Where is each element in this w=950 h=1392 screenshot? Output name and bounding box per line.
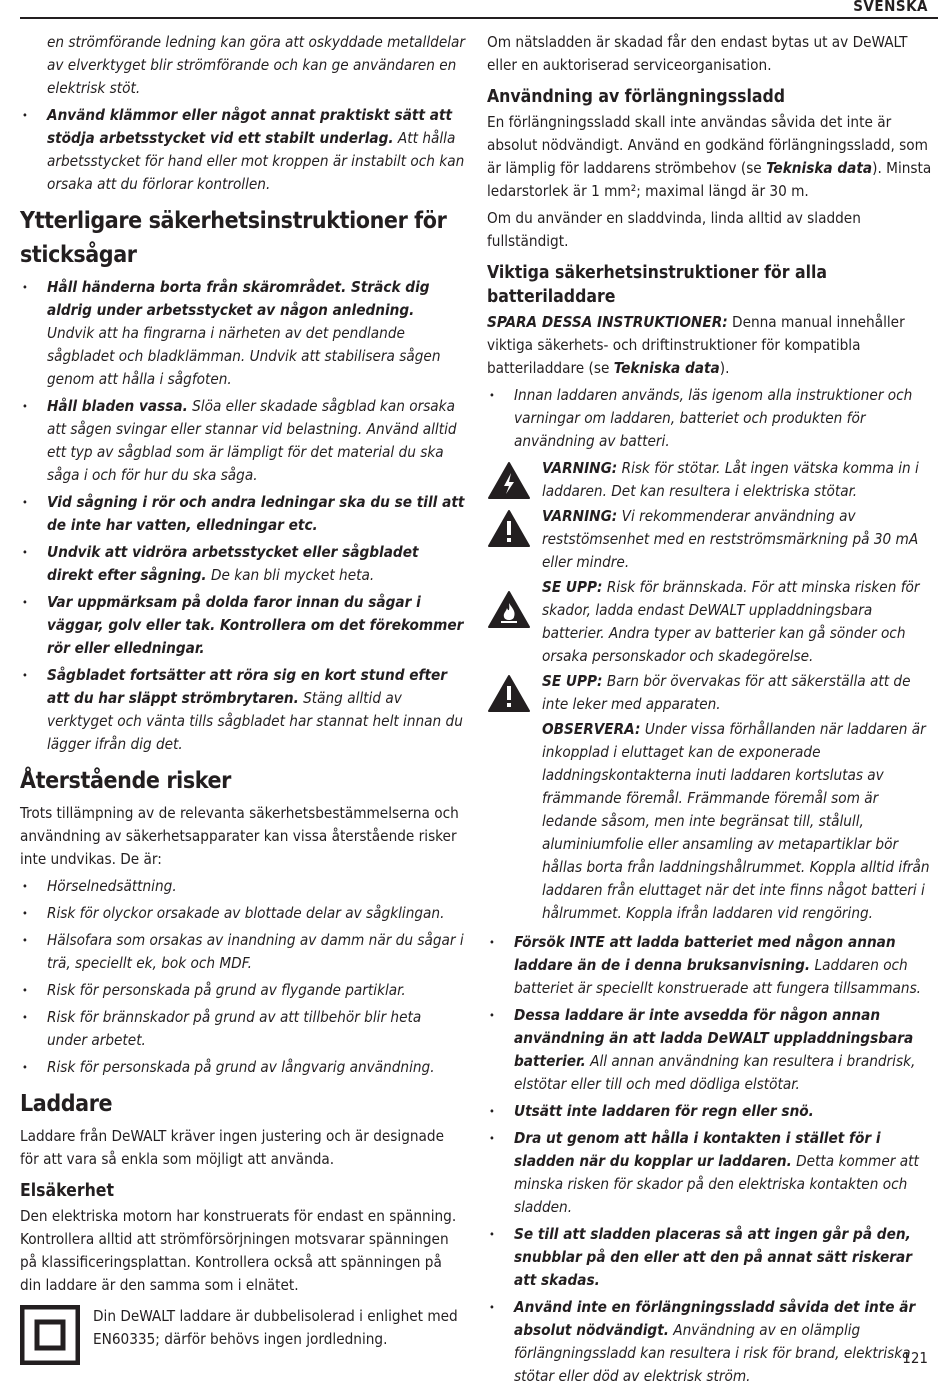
note-text: Under vissa förhållanden när laddaren är inkopplad i eluttaget kan de exponerade laddningskontakterna inuti laddaren kortslutas av främmande föremål. Främmande föremål som är ledande såsom, men inte begränsat till, stålull, aluminiumfolie eller ansamling av metapartiklar bör hållas borta från laddningshålrummet. Koppla alltid ifrån laddaren från eluttaget när det inte finns något batteri i hålrummet. Koppla ifrån laddaren vid rengöring.	[542, 720, 930, 922]
heading-additional-safety: Ytterligare säkerhetsinstruktioner för sticksågar	[20, 208, 447, 268]
list-item: • Risk för personskada på grund av långvarig användning.	[20, 1056, 465, 1079]
warning-label: SE UPP:	[542, 578, 603, 596]
list-item: • Risk för personskada på grund av flygande partiklar.	[20, 979, 465, 1002]
bold-lead: Dessa laddare är inte avsedda för någon annan användning än att ladda DeWALT uppladdningsbara batterier.	[514, 1006, 914, 1070]
residual-intro: Trots tillämpning av de relevanta säkerhetsbestämmelserna och användning av säkerhetsapparater kan vissa återstående risker inte undvikas. De är:	[20, 804, 459, 868]
bold-lead: Använd klämmor eller något annat praktiskt sätt att stödja arbetsstycket vid ett stabilt underlag.	[47, 106, 453, 147]
warning-text: Barn bör övervakas för att säkerställa att de inte leker med apparaten.	[542, 672, 911, 713]
continued-text: en strömförande ledning kan göra att oskyddade metalldelar av elverktyget blir strömförande och kan ge användaren en elektrisk stöt.	[47, 33, 466, 97]
list-item	[20, 395, 465, 487]
warning-label: SE UPP:	[542, 672, 603, 690]
list-item	[487, 1296, 932, 1388]
header-rule	[20, 17, 938, 19]
bold-lead: Vid sågning i rör och andra ledningar ska du se till att de inte har vatten, elledningar etc.	[47, 493, 465, 534]
bold-lead: Använd inte en förlängningssladd såvida det inte är absolut nödvändigt.	[514, 1298, 916, 1339]
warning-block	[487, 576, 932, 668]
item-text: Detta kommer att minska risken för skador på den elektriska kontakten och sladden.	[514, 1152, 919, 1216]
extension-text-part: ). Minsta ledarstorlek är 1 mm²; maximal längd är 30 m.	[487, 159, 932, 200]
list-item	[20, 276, 465, 391]
item-text: Laddaren och batteriet är speciellt konstruerade att fungera tillsammans.	[514, 956, 922, 997]
bold-lead: Dra ut genom att hålla i kontakten i stället för i sladden när du kopplar ur laddaren.	[514, 1129, 881, 1170]
warning-text: Risk för brännskada. För att minska risken för skador, ladda endast DeWALT uppladdningsbara batterier. Andra typer av batterier kan gå sönder och orsaka personskador och skadegörelse.	[542, 578, 920, 665]
bold-lead: Håll bladen vassa.	[47, 397, 188, 415]
save-text: Denna manual innehåller viktiga säkerhets- och driftinstruktioner för kompatibla batteriladdare (se	[487, 313, 905, 377]
extension-text	[487, 111, 932, 203]
bold-lead: Var uppmärksam på dolda faror innan du sågar i väggar, golv eller tak. Kontrollera om det förekommer rör eller elledningar.	[47, 593, 464, 657]
double-insulated-block	[20, 1305, 465, 1365]
list-item: • Hälsofara som orsakas av inandning av damm när du sågar i trä, speciellt ek, bok och MDF.	[20, 929, 465, 975]
list-item: • Innan laddaren används, läs igenom alla instruktioner och varningar om laddaren, batteriet och produkten för användning av batteri.	[487, 384, 932, 453]
jigsaw-list	[20, 276, 465, 756]
tech-data-ref: Tekniska data	[613, 359, 720, 377]
warning-label: VARNING:	[542, 459, 618, 477]
item-text: All annan användning kan resultera i brandrisk, elstötar eller till och med dödliga elstötar.	[514, 1052, 916, 1093]
item-text: Undvik att ha fingrarna i närheten av det pendlande sågbladet och bladklämman. Undvik att stabilisera sågen genom att hålla i sågfoten.	[47, 324, 441, 388]
bold-lead: Försök INTE att ladda batteriet med någon annan laddare än de i denna bruksanvisning.	[514, 933, 896, 974]
save-label: SPARA DESSA INSTRUKTIONER:	[487, 313, 728, 331]
list-item: • Risk för brännskador på grund av att tillbehör blir heta under arbetet.	[20, 1006, 465, 1052]
bold-lead: Utsätt inte laddaren för regn eller snö.	[514, 1102, 814, 1120]
bold-lead: Håll händerna borta från skärområdet. Sträck dig aldrig under arbetsstycket av någon anledning.	[47, 278, 430, 319]
item-text: Att hålla arbetsstycket för hand eller mot kroppen är instabilt och kan orsaka att du förlorar kontrollen.	[47, 129, 465, 193]
warning-block	[487, 457, 932, 503]
charger-text: Laddare från DeWALT kräver ingen justering och är designade för att vara så enkla som möjligt att använda.	[20, 1127, 444, 1168]
item-text: Stäng alltid av verktyget och vänta tills sågbladet har stannat helt innan du lägger ifrån dig det.	[47, 689, 463, 753]
warning-label: VARNING:	[542, 507, 618, 525]
note-label: OBSERVERA:	[542, 720, 641, 738]
fire-warning-icon	[487, 590, 531, 630]
extension-text-part: En förlängningssladd skall inte användas såvida det inte är absolut nödvändigt. Använd en godkänd förlängningssladd, som är lämplig för laddarens strömbehov (se	[487, 113, 928, 177]
tech-data-ref: Tekniska data	[766, 159, 873, 177]
list-item	[20, 491, 465, 537]
heading-important-safety: Viktiga säkerhetsinstruktioner för alla batteriladdare	[487, 263, 828, 307]
item-text: Användning av en olämplig förlängningssladd kan resultera i risk för brand, elektriska stötar eller död av elektrisk ström.	[514, 1321, 911, 1385]
bold-lead: Undvik att vidröra arbetsstycket eller sågbladet direkt efter sågning.	[47, 543, 419, 584]
page-number: 121	[902, 1349, 928, 1367]
list-item	[487, 1004, 932, 1096]
item-text: Slöa eller skadade sågblad kan orsaka att sågen svingar eller stannar vid belastning. Använd alltid ett typ av sågblad som är lämpligt för det material du ska såga i och för hur du ska såga.	[47, 397, 457, 484]
list-item	[20, 541, 465, 587]
heading-extension-cord: Användning av förlängningssladd	[487, 87, 785, 107]
language-label: SVENSKA	[853, 0, 928, 15]
list-item	[20, 591, 465, 660]
electrical-text: Den elektriska motorn har konstruerats för endast en spänning. Kontrollera alltid att strömförsörjningen motsvarar spänningen på klassificeringsplattan. Kontrollera också att spänningen på din laddare är den samma som i elnätet.	[20, 1207, 457, 1294]
save-instructions	[487, 311, 932, 380]
electric-shock-warning-icon	[487, 461, 531, 501]
list-item	[487, 1100, 932, 1123]
list-item	[487, 1127, 932, 1219]
exclamation-warning-icon	[487, 674, 531, 714]
heading-residual-risks: Återstående risker	[20, 768, 231, 794]
list-item	[487, 931, 932, 1000]
heading-charger: Laddare	[20, 1091, 113, 1117]
reel-text: Om du använder en sladdvinda, linda alltid av sladden fullständigt.	[487, 209, 861, 250]
double-insulated-text: Din DeWALT laddare är dubbelisolerad i enlighet med EN60335; därför behövs ingen jordledning.	[93, 1307, 458, 1348]
warning-block	[487, 505, 932, 574]
cord-text: Om nätsladden är skadad får den endast bytas ut av DeWALT eller en auktoriserad serviceorganisation.	[487, 33, 908, 74]
item-text: De kan bli mycket heta.	[206, 566, 375, 584]
list-item: • Risk för olyckor orsakade av blottade delar av sågklingan.	[20, 902, 465, 925]
list-item	[20, 104, 465, 196]
save-text: ).	[719, 359, 730, 377]
list-item	[20, 31, 465, 100]
list-item	[20, 664, 465, 756]
list-item	[487, 1223, 932, 1292]
double-insulation-icon	[20, 1305, 80, 1365]
bold-lead: Sågbladet fortsätter att röra sig en kort stund efter att du har släppt strömbrytaren.	[47, 666, 447, 707]
bold-lead: Se till att sladden placeras så att ingen går på den, snubblar på den eller att den på annat sätt riskerar att skadas.	[514, 1225, 912, 1289]
charger-list	[487, 931, 932, 1388]
left-column	[20, 31, 465, 1365]
note-block	[487, 718, 932, 925]
residual-list	[20, 875, 465, 1079]
warning-block	[487, 670, 932, 716]
warning-text: Risk för stötar. Låt ingen vätska komma in i laddaren. Det kan resultera i elektriska stötar.	[542, 459, 919, 500]
warning-text: Vi rekommenderar användning av reststömsenhet med en restströmsmärkning på 30 mA eller mindre.	[542, 507, 919, 571]
heading-electrical-safety: Elsäkerhet	[20, 1181, 115, 1201]
exclamation-warning-icon	[487, 509, 531, 549]
list-item: • Hörselnedsättning.	[20, 875, 465, 898]
right-column	[487, 31, 932, 1392]
